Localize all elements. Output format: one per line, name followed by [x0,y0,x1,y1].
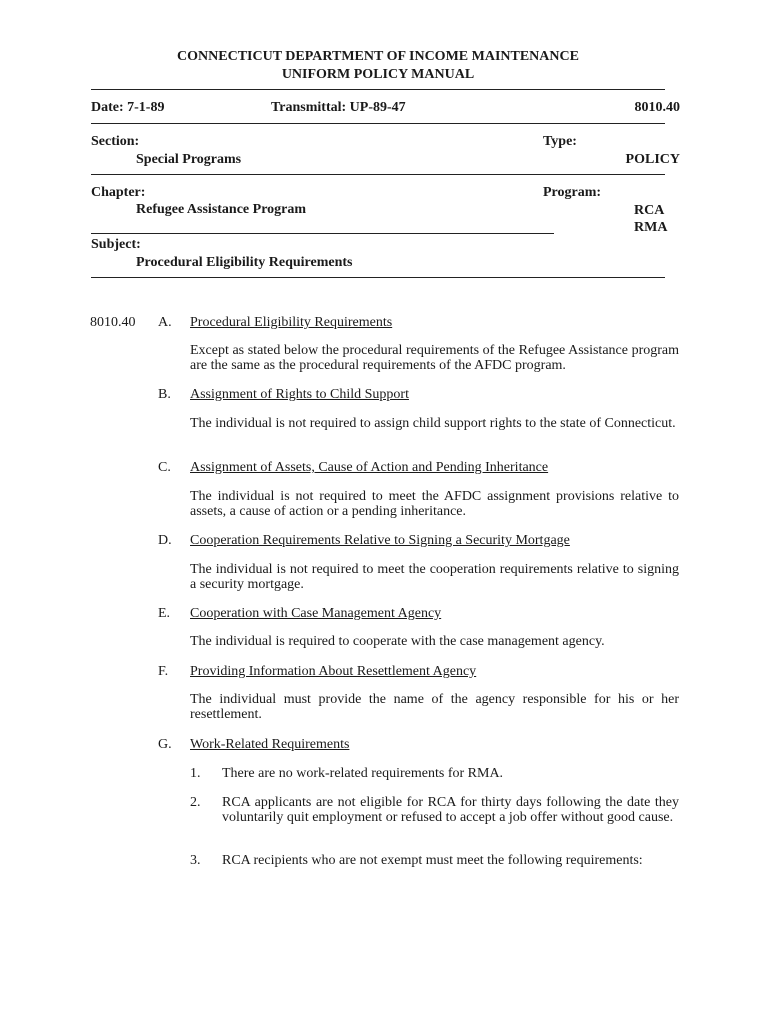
subitem-number: 1. [190,766,201,781]
item-letter: C. [158,460,171,475]
section-value: Special Programs [136,152,242,167]
item-text: The individual is not required to assign child support rights to the state of Connecticut. [190,416,676,431]
subitem-text: RCA recipients who are not exempt must meet the following requirements: [222,853,643,868]
section-label: Section: [91,134,140,149]
item-text: The individual is not required to meet the cooperation requirements relative to signing a security mortgage. [190,562,679,592]
chapter-value: Refugee Assistance Program [136,202,307,217]
program-value-rma: RMA [634,220,668,235]
header-rule-4 [91,233,554,234]
manual-title: UNIFORM POLICY MANUAL [281,67,475,82]
item-text: The individual is required to cooperate with the case management agency. [190,634,605,649]
header-rule-5 [91,277,665,278]
item-text: The individual must provide the name of the agency responsible for his or her resettlement. [190,692,679,722]
header-rule-2 [91,123,665,124]
type-label: Type: [543,134,577,149]
subitem-number: 3. [190,853,201,868]
item-heading: Work-Related Requirements [190,737,350,752]
type-value: POLICY [625,152,680,167]
policy-code: 8010.40 [634,100,680,115]
item-heading: Assignment of Assets, Cause of Action and Pending Inheritance [190,460,549,475]
item-letter: G. [158,737,172,752]
item-heading: Providing Information About Resettlement Agency [190,664,477,679]
section-number: 8010.40 [90,315,136,330]
item-text: The individual is not required to meet the AFDC assignment provisions relative to assets, a cause of action or a pending inheritance. [190,489,679,519]
subitem-number: 2. [190,795,201,810]
header-rule-1 [91,89,665,90]
header-rule-3 [91,174,665,175]
item-heading: Procedural Eligibility Requirements [190,315,393,330]
item-letter: B. [158,387,171,402]
item-heading: Cooperation with Case Management Agency [190,606,442,621]
item-heading: Cooperation Requirements Relative to Signing a Security Mortgage [190,533,570,548]
item-letter: E. [158,606,171,621]
subject-label: Subject: [91,237,141,252]
subitem-text: There are no work-related requirements for RMA. [222,766,504,781]
date-field: Date: 7-1-89 [91,100,165,115]
item-heading: Assignment of Rights to Child Support [190,387,409,402]
program-value-rca: RCA [634,203,665,218]
item-letter: D. [158,533,172,548]
chapter-label: Chapter: [91,185,146,200]
subject-value: Procedural Eligibility Requirements [136,255,353,270]
transmittal-field: Transmittal: UP-89-47 [271,100,406,115]
item-letter: A. [158,315,172,330]
item-text: Except as stated below the procedural requirements of the Refugee Assistance program are the same as the procedural requirements of the AFDC program. [190,343,679,373]
item-letter: F. [158,664,169,679]
program-label: Program: [543,185,602,200]
subitem-text: RCA applicants are not eligible for RCA for thirty days following the date they voluntarily quit employment or refused to accept a job offer without good cause. [222,795,679,825]
department-title: CONNECTICUT DEPARTMENT OF INCOME MAINTENANCE [177,49,579,64]
